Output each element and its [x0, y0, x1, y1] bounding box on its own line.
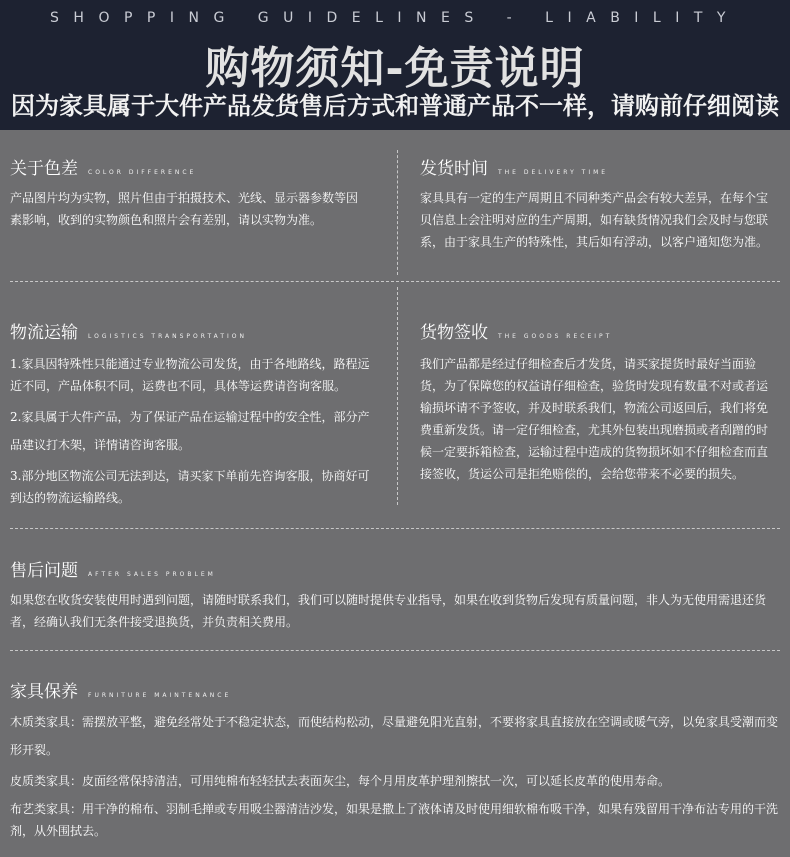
list-item: 木质类家具：需摆放平整，避免经常处于不稳定状态，而使结构松动，尽量避免阳光直射，不要将家具直接放在空调或暖气旁，以免家具受潮而变形开裂。 — [10, 715, 779, 757]
header-subtitle: 因为家具属于大件产品发货售后方式和普通产品不一样，请购前仔细阅读 — [11, 91, 779, 120]
list-item: 2.家具属于大件产品，为了保证产品在运输过程中的安全性，部分产品建议打木架，详情请咨询客服。 — [10, 410, 370, 452]
section-header — [10, 318, 385, 343]
section-english-title: THE DELIVERY TIME — [498, 169, 609, 176]
section-english-title: THE GOODS RECEIPT — [498, 333, 613, 340]
section-color-difference — [10, 154, 380, 231]
section-title: 货物签收 — [420, 323, 488, 343]
list-item: 皮质类家具：皮面经常保持清洁，可用纯棉布轻轻拭去表面灰尘，每个月用皮革护理剂擦拭一次，可以延长皮革的使用寿命。 — [10, 774, 671, 788]
section-header — [420, 154, 780, 179]
section-header — [420, 318, 780, 343]
section-text: 我们产品都是经过仔细检查后才发货，请买家提货时最好当面验货，为了保障您的权益请仔细检查，验货时发现有数量不对或者运输损坏请不予签收，并及时联系我们，物流公司返回后，我们将免费重新发货。请一定仔细检查，尤其外包装出现磨损或者刮蹭的时候一定要拆箱检查，运输过程中造成的货物损坏如不仔细检查而直接签收，货运公司是拒绝赔偿的，会给您带来不必要的损失。 — [420, 357, 769, 481]
section-divider — [10, 528, 780, 529]
section-english-title: COLOR DIFFERENCE — [88, 169, 197, 176]
section-title: 家具保养 — [10, 682, 78, 702]
header-banner — [0, 0, 790, 130]
section-title: 物流运输 — [10, 323, 78, 343]
section-title: 关于色差 — [10, 159, 78, 179]
section-text: 如果您在收货安装使用时遇到问题，请随时联系我们，我们可以随时提供专业指导，如果在收到货物后发现有质量问题，非人为无使用需退还货者，经确认我们无条件接受退换货，并负责相关费用。 — [10, 593, 767, 629]
list-item: 1.家具因特殊性只能通过专业物流公司发货，由于各地路线，路程远近不同，产品体积不同，运费也不同，具体等运费请咨询客服。 — [10, 357, 370, 393]
section-divider — [10, 650, 780, 651]
section-header — [10, 556, 782, 581]
section-header — [10, 677, 782, 702]
column-divider — [397, 287, 398, 505]
section-logistics — [10, 318, 385, 509]
section-english-title: FURNITURE MAINTENANCE — [88, 692, 232, 699]
section-text: 产品图片均为实物，照片但由于拍摄技术、光线、显示器参数等因素影响，收到的实物颜色和照片会有差别，请以实物为准。 — [10, 191, 359, 227]
header-english-title: SHOPPING GUIDELINES - LIABILITY — [50, 10, 740, 26]
section-divider — [10, 281, 780, 282]
section-goods-receipt — [420, 318, 780, 485]
section-english-title: LOGISTICS TRANSPORTATION — [88, 333, 247, 340]
section-delivery-time — [420, 154, 780, 253]
section-after-sales — [10, 556, 782, 633]
section-furniture-maintenance — [10, 677, 782, 842]
section-title: 发货时间 — [420, 159, 488, 179]
list-item: 3.部分地区物流公司无法到达，请买家下单前先咨询客服，协商好可到达的物流运输路线。 — [10, 469, 370, 505]
column-divider — [397, 150, 398, 275]
header-title: 购物须知-免责说明 — [205, 43, 585, 94]
section-header — [10, 154, 380, 179]
section-title: 售后问题 — [10, 561, 78, 581]
section-text: 家具具有一定的生产周期且不同种类产品会有较大差异，在每个宝贝信息上会注明对应的生产周期，如有缺货情况我们会及时与您联系，由于家具生产的特殊性，其后如有浮动，以客户通知您为准。 — [420, 191, 769, 249]
list-item: 布艺类家具：用干净的棉布、羽制毛掸或专用吸尘器清洁沙发，如果是撒上了液体请及时使用细软棉布吸干净，如果有残留用干净布沾专用的干洗剂，从外围拭去。 — [10, 802, 779, 838]
section-english-title: AFTER SALES PROBLEM — [88, 571, 216, 578]
